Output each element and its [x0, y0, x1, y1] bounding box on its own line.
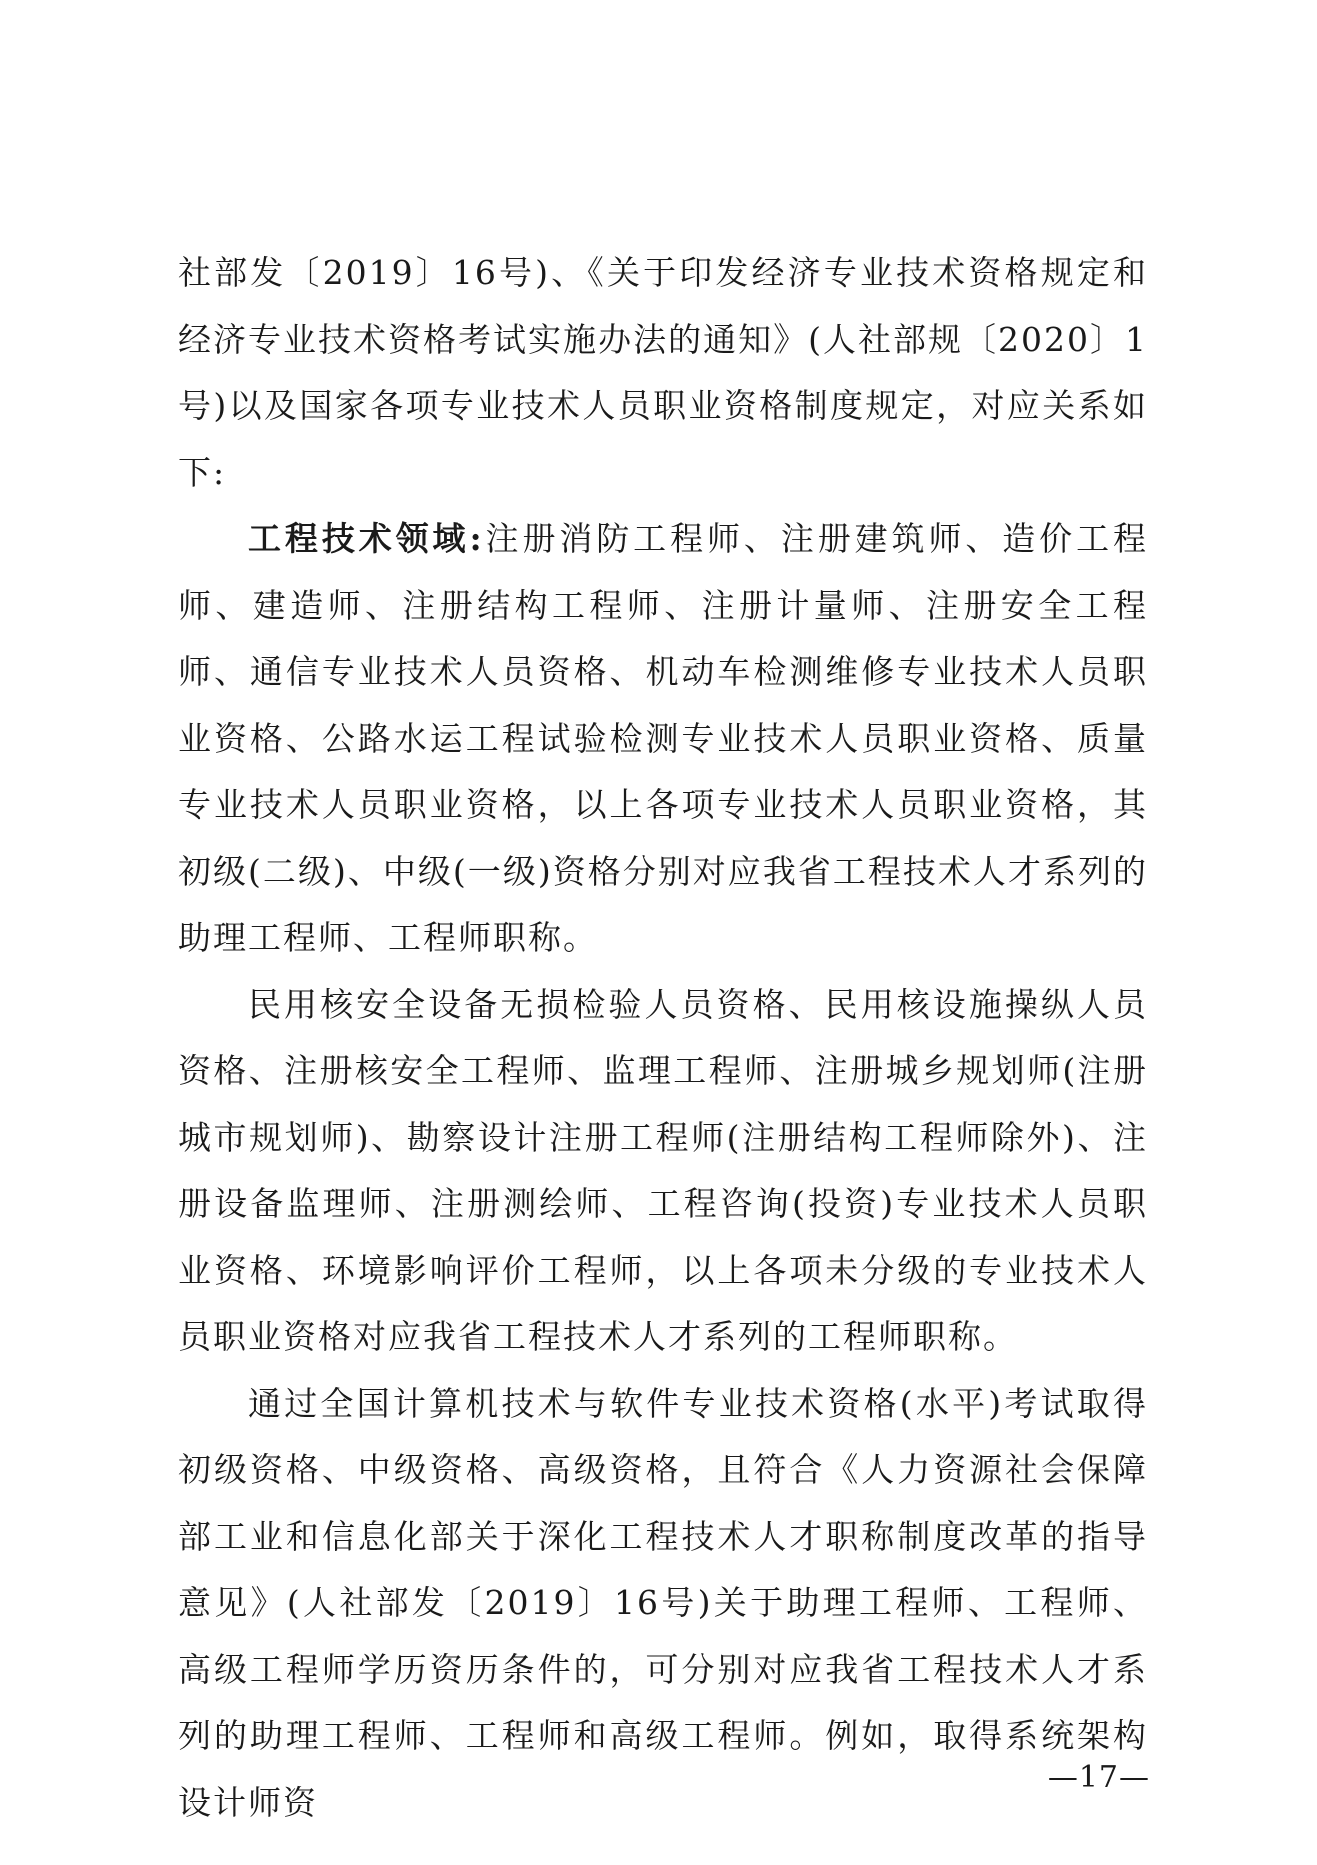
paragraph-intro-continued	[178, 240, 1148, 506]
paragraph-unleveled-qualifications	[178, 972, 1148, 1371]
paragraph-engineering-field	[178, 506, 1148, 972]
body-text	[178, 240, 1148, 1836]
field-label-engineering: 工程技术领域:	[248, 519, 484, 558]
paragraph-computer-software-exam	[178, 1371, 1148, 1837]
page-number: —17—	[1047, 1760, 1150, 1795]
paragraph-text: 民用核安全设备无损检验人员资格、民用核设施操纵人员资格、注册核安全工程师、监理工程师、注册城乡规划师(注册城市规划师)、勘察设计注册工程师(注册结构工程师除外)、注册设备监理师、注册测绘师、工程咨询(投资)专业技术人员职业资格、环境影响评价工程师，以上各项未分级的专业技术人员职业资格对应我省工程技术人才系列的工程师职称。	[178, 984, 1148, 1356]
paragraph-text: 通过全国计算机技术与软件专业技术资格(水平)考试取得初级资格、中级资格、高级资格，且符合《人力资源社会保障部工业和信息化部关于深化工程技术人才职称制度改革的指导意见》(人社部发〔2019〕16号)关于助理工程师、工程师、高级工程师学历资历条件的，可分别对应我省工程技术人才系列的助理工程师、工程师和高级工程师。例如，取得系统架构设计师资	[178, 1383, 1148, 1822]
paragraph-text: 社部发〔2019〕16号)、《关于印发经济专业技术资格规定和经济专业技术资格考试实施办法的通知》(人社部规〔2020〕1号)以及国家各项专业技术人员职业资格制度规定，对应关系如下:	[178, 253, 1148, 492]
paragraph-text: 注册消防工程师、注册建筑师、造价工程师、建造师、注册结构工程师、注册计量师、注册安全工程师、通信专业技术人员资格、机动车检测维修专业技术人员职业资格、公路水运工程试验检测专业技术人员职业资格、质量专业技术人员职业资格，以上各项专业技术人员职业资格，其初级(二级)、中级(一级)资格分别对应我省工程技术人才系列的助理工程师、工程师职称。	[178, 519, 1149, 957]
